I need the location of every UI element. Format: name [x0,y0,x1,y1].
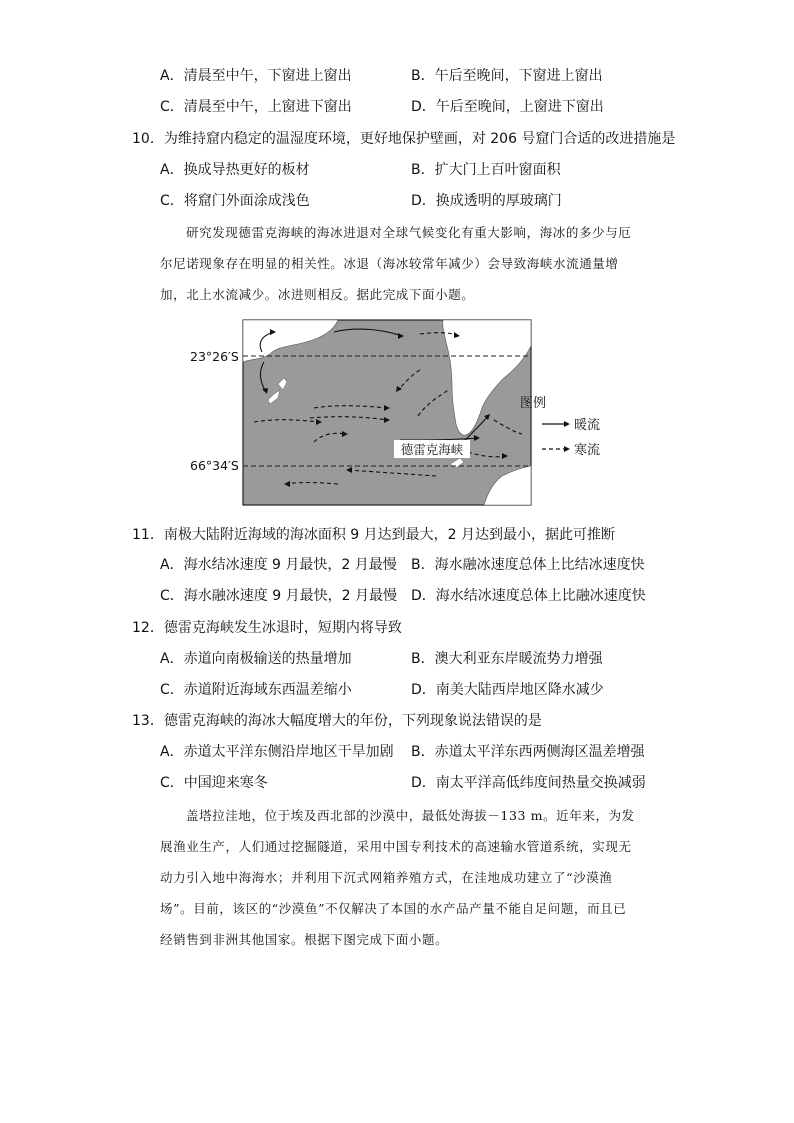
q11-option-d: D．海水结冰速度总体上比融冰速度快 [411,588,646,604]
lat-label-top: 23°26′S [190,349,239,364]
q10-option-c: C．将窟门外面涂成浅色 [160,193,310,209]
q9-option-b: B．午后至晚间，下窗进上窗出 [411,68,603,84]
lat-label-bottom: 66°34′S [190,458,239,473]
q12-option-b: B．澳大利亚东岸暖流势力增强 [411,651,603,667]
q12-option-c: C．赤道附近海域东西温差缩小 [160,682,352,698]
q11-option-b: B．海水融冰速度总体上比结冰速度快 [411,557,645,573]
passage-drake-strait [160,217,640,310]
legend-title: 图例 [519,396,546,411]
q10-stem: 10．为维持窟内稳定的温湿度环境，更好地保护壁画，对 206 号窟门合适的改进措施是 [132,131,676,147]
passage-drake-strait-text: 研究发现德雷克海峡的海冰进退对全球气候变化有重大影响，海冰的多少与厄尔尼诺现象存在明显的相关性。冰退（海冰较常年减少）会导致海峡水流通量增加，北上水流减少。冰进则相反。据此完成下面小题。 [160,225,632,302]
q13-option-c: C．中国迎来寒冬 [160,775,268,791]
q11-stem: 11．南极大陆附近海域的海冰面积 9 月达到最大，2 月达到最小，据此可推断 [132,527,615,543]
q9-option-d: D．午后至晚间，上窗进下窗出 [411,99,604,115]
map-legend [540,414,620,460]
q12-stem: 12．德雷克海峡发生冰退时，短期内将导致 [132,620,402,636]
q13-option-a: A．赤道太平洋东侧沿岸地区干旱加剧 [160,744,394,760]
q9-option-a: A．清晨至中午，下窗进上窗出 [160,68,352,84]
q13-option-b: B．赤道太平洋东西两侧海区温差增强 [411,744,645,760]
q11-option-a: A．海水结冰速度 9 月最快，2 月最慢 [160,557,397,573]
q10-option-a: A．换成导热更好的板材 [160,162,310,178]
q13-stem: 13．德雷克海峡的海冰大幅度增大的年份，下列现象说法错误的是 [132,713,542,729]
ocean-current-map [188,316,548,510]
legend-warm-label: 暖流 [574,418,601,433]
q9-option-c: C．清晨至中午，上窗进下窗出 [160,99,352,115]
legend-warm-arrow [564,421,570,427]
strait-label: 德雷克海峡 [400,442,464,457]
q11-option-c: C．海水融冰速度 9 月最快，2 月最慢 [160,588,397,604]
q10-option-d: D．换成透明的厚玻璃门 [411,193,562,209]
q12-option-a: A．赤道向南极输送的热量增加 [160,651,352,667]
q13-option-d: D．南太平洋高低纬度间热量交换减弱 [411,775,646,791]
passage-qattara-text: 盖塔拉洼地，位于埃及西北部的沙漠中，最低处海拔－133 m。近年来，为发展渔业生产，人们通过挖掘隧道，采用中国专利技术的高速输水管道系统，实现无动力引入地中海海水；并利用下沉式网箱养殖方式，在洼地成功建立了“沙漠渔场”。目前，该区的“沙漠鱼”不仅解决了本国的水产品产量不能自足问题，而且已经销售到非洲其他国家。根据下图完成下面小题。 [160,808,635,947]
q10-option-b: B．扩大门上百叶窗面积 [411,162,561,178]
legend-cold-label: 寒流 [574,443,601,458]
q12-option-d: D．南美大陆西岸地区降水减少 [411,682,604,698]
passage-qattara [160,800,638,955]
legend-cold-arrow [564,446,570,452]
